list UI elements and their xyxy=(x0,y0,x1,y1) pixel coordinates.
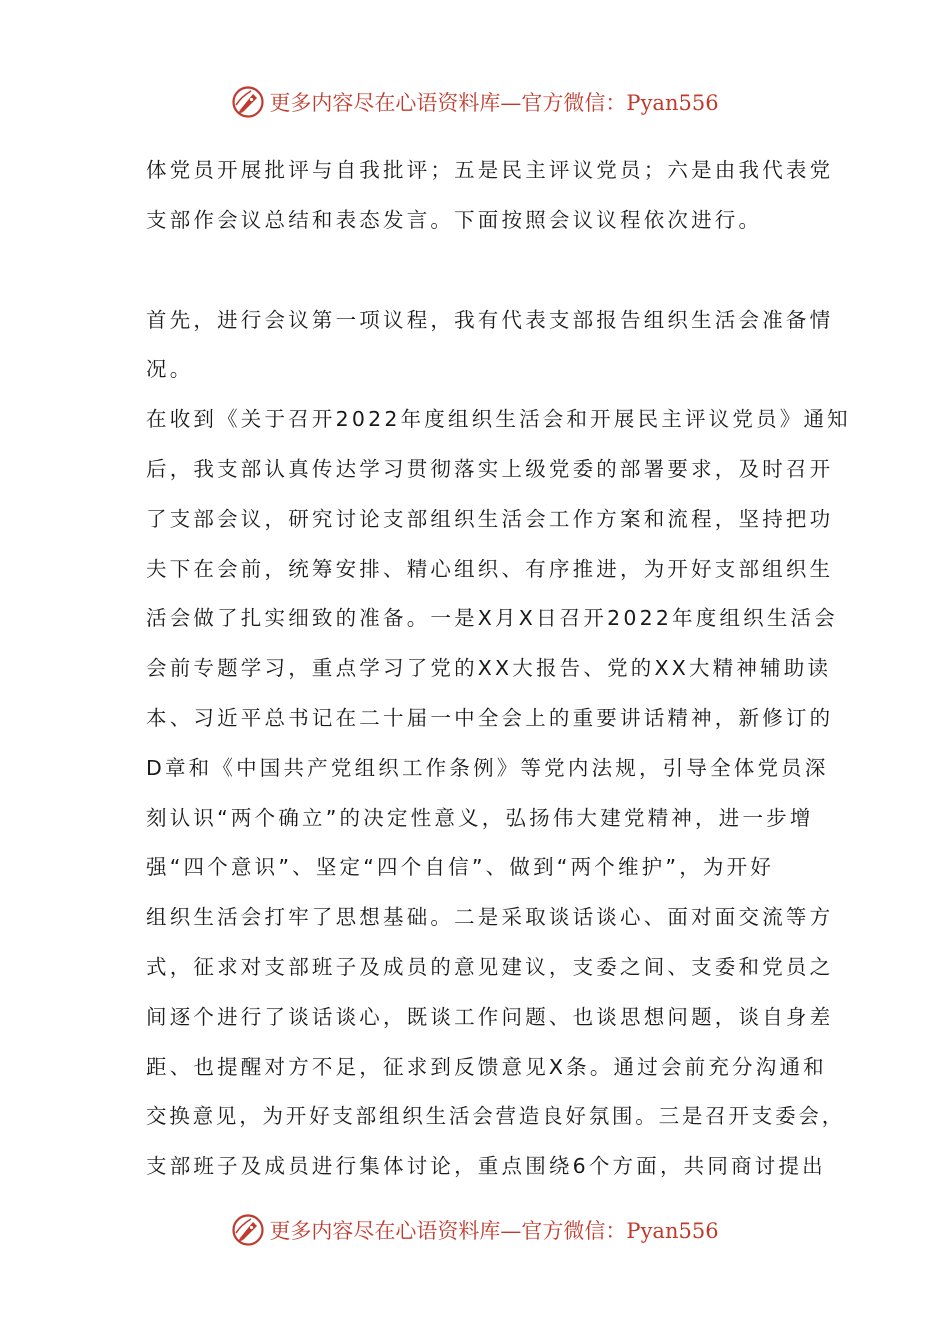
paragraph-line: 交换意见，为开好支部组织生活会营造良好氛围。三是召开支委会， xyxy=(146,1104,845,1129)
document-body xyxy=(146,146,851,1192)
header-watermark-banner xyxy=(0,80,950,124)
watermark-text: 更多内容尽在心语资料库—官方微信：Pyan556 xyxy=(269,91,719,115)
paragraph-line: 支部班子及成员进行集体讨论，重点围绕6个方面，共同商讨提出 xyxy=(146,1154,826,1179)
watermark-text: 更多内容尽在心语资料库—官方微信：Pyan556 xyxy=(269,1219,719,1243)
paragraph-line: 本、习近平总书记在二十届一中全会上的重要讲话精神，新修订的 xyxy=(146,705,834,730)
paragraph-line: 活会做了扎实细致的准备。一是X月X日召开2022年度组织生活会 xyxy=(146,606,838,631)
paragraph-line: 会前专题学习，重点学习了党的XX大报告、党的XX大精神辅助读 xyxy=(146,656,832,681)
paragraph-line: 后，我支部认真传达学习贯彻落实上级党委的部署要求，及时召开 xyxy=(146,456,834,481)
paragraph-line: 况。 xyxy=(146,357,194,382)
pen-nib-logo-icon xyxy=(231,85,265,119)
paragraph-line: 了支部会议，研究讨论支部组织生活会工作方案和流程，坚持把功 xyxy=(146,506,834,531)
paragraph-line: 在收到《关于召开2022年度组织生活会和开展民主评议党员》通知 xyxy=(146,407,851,432)
paragraph-line: 式，征求对支部班子及成员的意见建议，支委之间、支委和党员之 xyxy=(146,954,834,979)
paragraph-line: 距、也提醒对方不足，征求到反馈意见X条。通过会前充分沟通和 xyxy=(146,1054,827,1079)
pen-nib-logo-icon xyxy=(231,1213,265,1247)
paragraph-line: 体党员开展批评与自我批评；五是民主评议党员；六是由我代表党 xyxy=(146,158,834,182)
paragraph-line: 夫下在会前，统筹安排、精心组织、有序推进，为开好支部组织生 xyxy=(146,556,834,581)
paragraph-line: 组织生活会打牢了思想基础。二是采取谈话谈心、面对面交流等方 xyxy=(146,905,834,930)
paragraph-line: D章和《中国共产党组织工作条例》等党内法规，引导全体党员深 xyxy=(146,755,829,780)
paragraph-line: 间逐个进行了谈话谈心，既谈工作问题、也谈思想问题，谈自身差 xyxy=(146,1004,834,1029)
paragraph-line: 支部作会议总结和表态发言。下面按照会议议程依次进行。 xyxy=(146,207,763,232)
paragraph-line: 首先，进行会议第一项议程，我有代表支部报告组织生活会准备情 xyxy=(146,307,834,332)
paragraph-gap xyxy=(146,246,810,296)
paragraph-line: 强“四个意识”、坚定“四个自信”、做到“两个维护”，为开好 xyxy=(146,855,775,880)
paragraph-line: 刻认识“两个确立”的决定性意义，弘扬伟大建党精神，进一步增 xyxy=(146,805,814,830)
footer-watermark-banner xyxy=(0,1208,950,1252)
